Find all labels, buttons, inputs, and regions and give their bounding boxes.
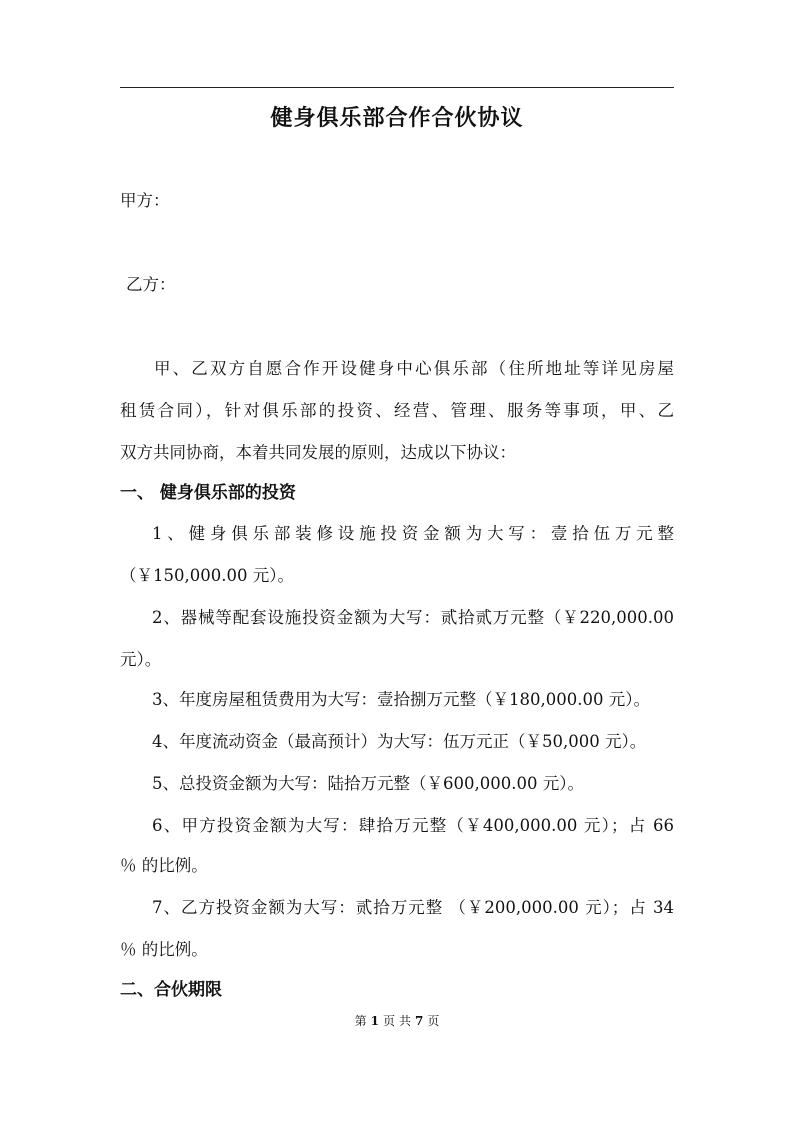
investment-item-3: 3、年度房屋租赁费用为大写：壹拾捌万元整（￥180,000.00 元）。 <box>152 690 650 709</box>
investment-item-2: 2、器械等配套设施投资金额为大写：贰拾贰万元整（￥220,000.00 <box>152 608 674 627</box>
investment-item-1: 1、健身俱乐部装修设施投资金额为大写：壹拾伍万元整 <box>152 524 674 543</box>
investment-item-2-cont: 元）。 <box>120 650 162 669</box>
intro-line-3: 双方共同协商，本着共同发展的原则，达成以下协议： <box>120 443 516 462</box>
investment-item-6: 6、甲方投资金额为大写：肆拾万元整（￥400,000.00 元）；占 66 <box>152 816 674 835</box>
party-a-label: 甲方： <box>120 191 170 210</box>
header-rule <box>120 87 674 88</box>
party-b-label: 乙方： <box>126 275 176 294</box>
footer-page-word: 第 <box>354 1014 367 1028</box>
investment-item-7: 7、乙方投资金额为大写：贰拾万元整 （￥200,000.00 元）；占 34 <box>152 898 674 917</box>
page-footer <box>120 1011 674 1031</box>
footer-total-word: 共 <box>399 1014 412 1028</box>
investment-item-1-cont: （￥150,000.00 元）。 <box>120 566 294 585</box>
footer-page-unit: 页 <box>382 1014 395 1028</box>
intro-line-1: 甲、乙双方自愿合作开设健身中心俱乐部（住所地址等详见房屋 <box>154 359 674 378</box>
intro-line-2: 租赁合同），针对俱乐部的投资、经营、管理、服务等事项，甲、乙 <box>120 401 674 420</box>
section-2-heading: 二、合伙期限 <box>120 980 222 1000</box>
footer-total-pages: 7 <box>415 1014 424 1028</box>
footer-total-unit: 页 <box>427 1014 440 1028</box>
investment-item-6-cont: ％ 的比例。 <box>120 856 208 875</box>
document-title: 健身俱乐部合作合伙协议 <box>270 105 524 131</box>
investment-item-4: 4、年度流动资金（最高预计）为大写：伍万元正（￥50,000 元）。 <box>152 732 647 751</box>
section-1-heading: 一、 健身俱乐部的投资 <box>120 483 296 503</box>
investment-item-5: 5、总投资金额为大写：陆拾万元整（￥600,000.00 元）。 <box>152 774 584 793</box>
footer-page-number: 1 <box>370 1014 379 1028</box>
investment-item-7-cont: ％ 的比例。 <box>120 940 208 959</box>
